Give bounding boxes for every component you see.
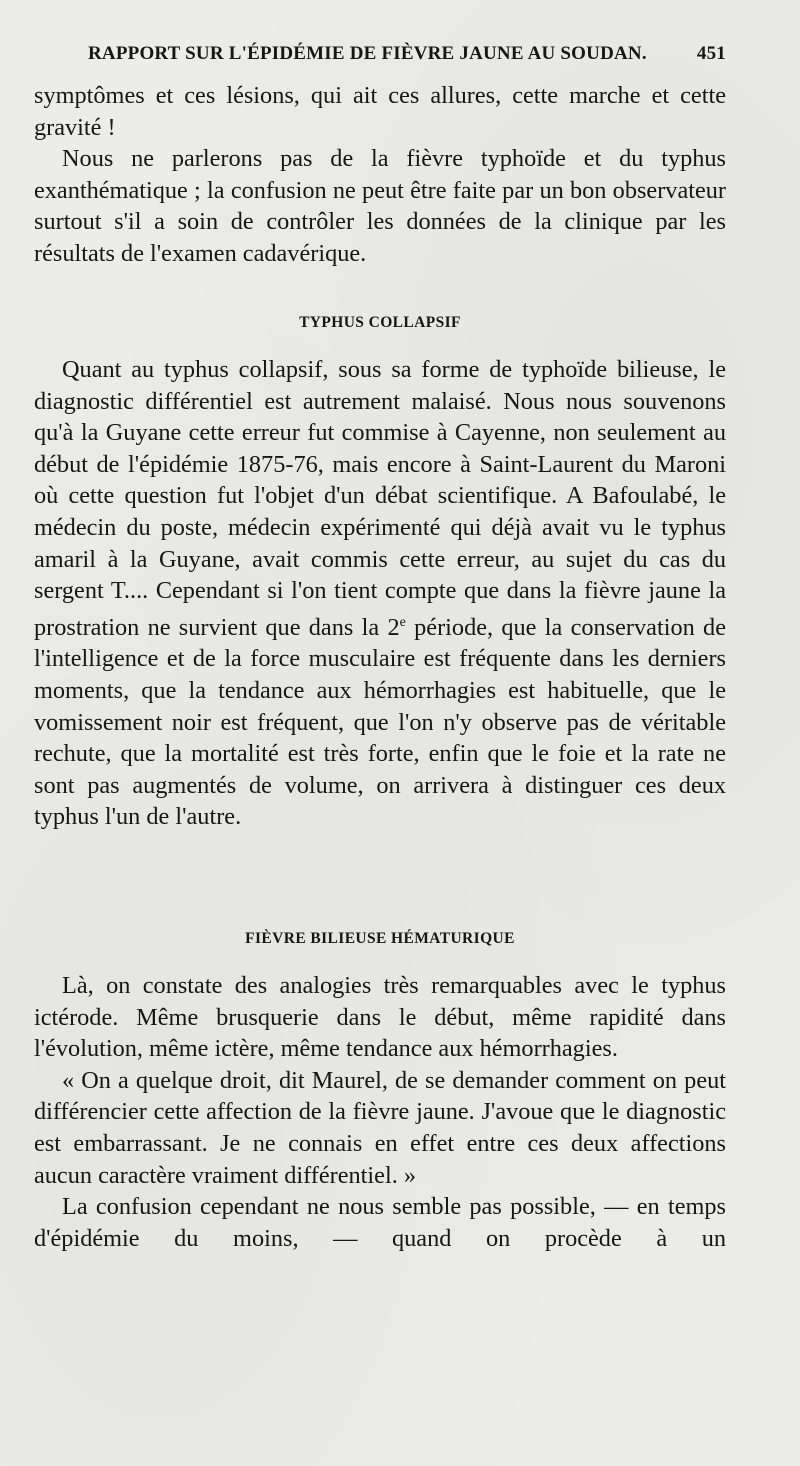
paragraph-typhus-collapsif (34, 354, 726, 833)
section-typhus-collapsif (34, 354, 726, 833)
page-number: 451 (696, 43, 726, 64)
section-heading-typhus-collapsif: TYPHUS COLLAPSIF (299, 314, 461, 331)
running-header (88, 34, 726, 74)
paragraph-maurel-quote: « On a quelque droit, dit Maurel, de se demander comment on peut différencier cette affection de la fièvre jaune. J'avoue que le diagnostic est embarrassant. Je ne connais en effet entre ces deux affections aucun caractère vraiment différentiel. » (34, 1066, 726, 1189)
superscript: e (399, 614, 406, 630)
paragraph-analogies: Là, on constate des analogies très remarquables avec le typhus ictérode. Même brusquerie dans le début, même rapidité dans l'évolution, même ictère, même tendance aux hémorrhagies. (34, 972, 726, 1063)
section-heading-fievre-bilieuse: FIÈVRE BILIEUSE HÉMATURIQUE (245, 930, 515, 947)
section-fievre-bilieuse (34, 970, 726, 1254)
paragraph-text-end: période, que la conservation de l'intelligence et de la force musculaire est fréquente dans les derniers moments, que la tendance aux hémorrhagies est habituelle, que le vomissement noir est fréquent, que l'on n'y observe pas de véritable rechute, que la mortalité est très forte, enfin que le foie et la rate ne sont pas augmentés de volume, on arrivera à distinguer ces deux typhus l'un de l'autre. (34, 613, 726, 831)
running-title: RAPPORT SUR L'ÉPIDÉMIE DE FIÈVRE JAUNE AU SOUDAN. (88, 43, 647, 64)
paragraph-typhoid: Nous ne parlerons pas de la fièvre typhoïde et du typhus exanthématique ; la confusion ne peut être faite par un bon observateur surtout s'il a soin de contrôler les données de la clinique par les résultats de l'examen cadavérique. (34, 145, 726, 267)
opening-text (34, 80, 726, 270)
paragraph-continuation: symptômes et ces lésions, qui ait ces allures, cette marche et cette gravité ! (34, 82, 726, 141)
paragraph-confusion: La confusion cependant ne nous semble pas possible, — en temps d'épidémie du moins, — quand on procède à un (34, 1193, 726, 1252)
paragraph-text: Quant au typhus collapsif, sous sa forme de typhoïde bilieuse, le diagnostic différentiel est autrement malaisé. Nous nous souvenons qu'à la Guyane cette erreur fut commise à Cayenne, non seulement au début de l'épidémie 1875-76, mais encore à Saint-Laurent du Maroni où cette question fut l'objet d'un débat scientifique. A Bafoulabé, le médecin du poste, médecin expérimenté qui déjà avait vu le typhus amaril à la Guyane, avait commis cette erreur, au sujet du cas du sergent T.... Cependant si l'on tient compte que dans la fièvre jaune la prostration ne survient que dans la 2 (34, 356, 726, 641)
